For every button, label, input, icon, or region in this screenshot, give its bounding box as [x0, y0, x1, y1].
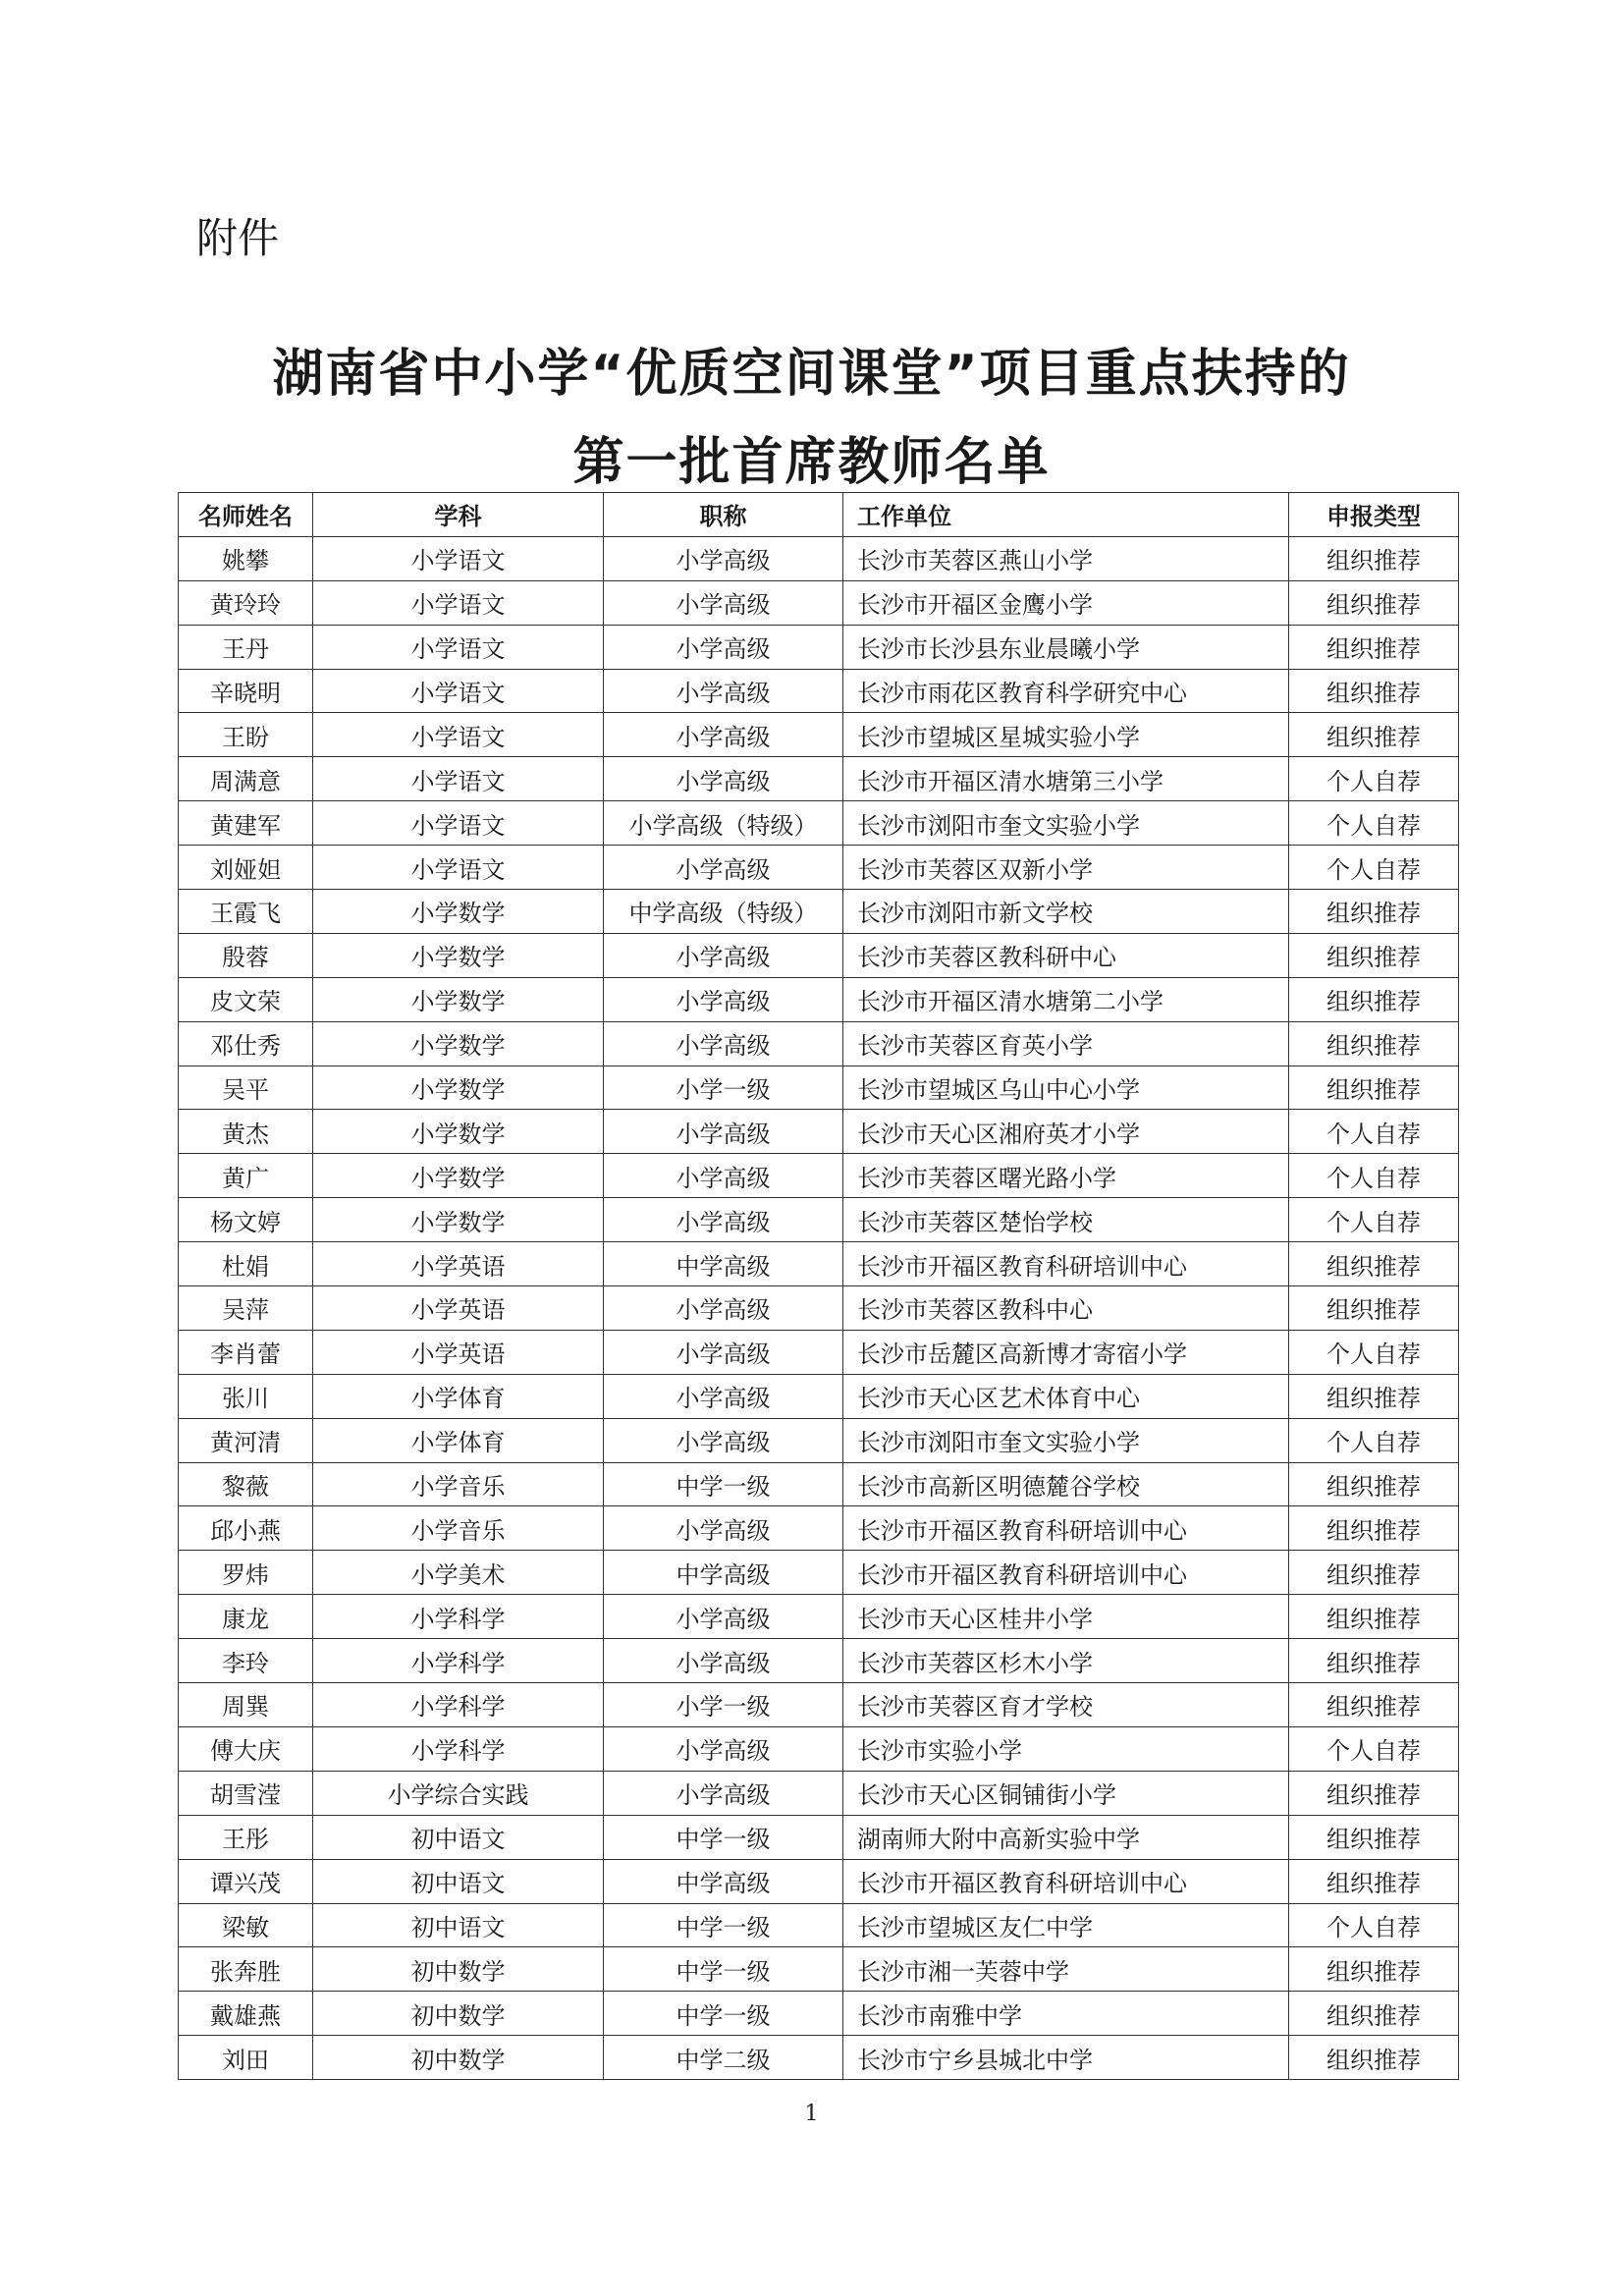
table-row [179, 1992, 1459, 2036]
cell-title: 中学高级 [604, 1551, 843, 1595]
cell-workplace: 长沙市浏阳市奎文实验小学 [843, 1418, 1289, 1462]
table-row [179, 757, 1459, 801]
cell-title: 中学一级 [604, 1947, 843, 1992]
cell-subject: 小学英语 [313, 1330, 604, 1374]
table-row [179, 1462, 1459, 1506]
cell-application-type: 组织推荐 [1289, 713, 1459, 757]
cell-application-type: 组织推荐 [1289, 1374, 1459, 1418]
cell-application-type: 组织推荐 [1289, 1242, 1459, 1286]
table-row [179, 846, 1459, 890]
cell-name: 罗炜 [179, 1551, 313, 1595]
cell-application-type: 组织推荐 [1289, 1286, 1459, 1331]
table-row [179, 1859, 1459, 1903]
cell-title: 小学高级 [604, 1110, 843, 1154]
cell-workplace: 长沙市开福区清水塘第二小学 [843, 977, 1289, 1021]
cell-application-type: 组织推荐 [1289, 1683, 1459, 1727]
cell-workplace: 长沙市天心区艺术体育中心 [843, 1374, 1289, 1418]
cell-name: 黄建军 [179, 801, 313, 846]
table-row [179, 1551, 1459, 1595]
cell-name: 刘田 [179, 2036, 313, 2080]
cell-workplace: 长沙市芙蓉区燕山小学 [843, 536, 1289, 580]
cell-workplace: 长沙市开福区金鹰小学 [843, 580, 1289, 625]
cell-workplace: 长沙市天心区湘府英才小学 [843, 1110, 1289, 1154]
table-row [179, 1110, 1459, 1154]
cell-application-type: 组织推荐 [1289, 1771, 1459, 1815]
cell-application-type: 组织推荐 [1289, 1947, 1459, 1992]
cell-title: 小学高级 [604, 1198, 843, 1242]
cell-title: 小学高级 [604, 1595, 843, 1639]
cell-title: 中学高级 [604, 1242, 843, 1286]
cell-workplace: 长沙市芙蓉区曙光路小学 [843, 1154, 1289, 1198]
cell-name: 王彤 [179, 1815, 313, 1859]
cell-name: 傅大庆 [179, 1726, 313, 1771]
cell-application-type: 组织推荐 [1289, 933, 1459, 977]
cell-title: 中学一级 [604, 1903, 843, 1947]
cell-workplace: 长沙市开福区教育科研培训中心 [843, 1859, 1289, 1903]
cell-application-type: 个人自荐 [1289, 1903, 1459, 1947]
cell-name: 戴雄燕 [179, 1992, 313, 2036]
cell-subject: 小学体育 [313, 1374, 604, 1418]
table-row [179, 1639, 1459, 1683]
cell-title: 小学高级 [604, 1021, 843, 1066]
cell-title: 小学高级 [604, 580, 843, 625]
cell-title: 小学高级 [604, 933, 843, 977]
cell-subject: 小学语文 [313, 846, 604, 890]
cell-name: 周巽 [179, 1683, 313, 1727]
cell-subject: 小学数学 [313, 1110, 604, 1154]
cell-subject: 小学数学 [313, 933, 604, 977]
cell-title: 小学高级 [604, 1639, 843, 1683]
cell-subject: 小学数学 [313, 1021, 604, 1066]
cell-subject: 小学音乐 [313, 1462, 604, 1506]
cell-application-type: 组织推荐 [1289, 977, 1459, 1021]
cell-workplace: 长沙市湘一芙蓉中学 [843, 1947, 1289, 1992]
cell-title: 小学高级 [604, 1374, 843, 1418]
cell-subject: 小学科学 [313, 1639, 604, 1683]
cell-workplace: 长沙市芙蓉区双新小学 [843, 846, 1289, 890]
cell-workplace: 湖南师大附中高新实验中学 [843, 1815, 1289, 1859]
cell-name: 梁敏 [179, 1903, 313, 1947]
cell-application-type: 组织推荐 [1289, 580, 1459, 625]
cell-subject: 小学数学 [313, 1154, 604, 1198]
cell-subject: 小学语文 [313, 757, 604, 801]
cell-application-type: 组织推荐 [1289, 1462, 1459, 1506]
cell-title: 小学高级 [604, 1418, 843, 1462]
table-row [179, 801, 1459, 846]
cell-application-type: 个人自荐 [1289, 1418, 1459, 1462]
cell-name: 姚攀 [179, 536, 313, 580]
cell-application-type: 组织推荐 [1289, 1595, 1459, 1639]
table-row [179, 1683, 1459, 1727]
cell-name: 黄杰 [179, 1110, 313, 1154]
cell-title: 中学一级 [604, 1462, 843, 1506]
column-header-title: 职称 [604, 493, 843, 537]
cell-workplace: 长沙市芙蓉区楚怡学校 [843, 1198, 1289, 1242]
table-row [179, 890, 1459, 934]
cell-workplace: 长沙市芙蓉区育才学校 [843, 1683, 1289, 1727]
cell-name: 黄河清 [179, 1418, 313, 1462]
page-number: 1 [804, 2102, 819, 2126]
cell-application-type: 组织推荐 [1289, 625, 1459, 669]
cell-workplace: 长沙市望城区乌山中心小学 [843, 1066, 1289, 1110]
cell-name: 张川 [179, 1374, 313, 1418]
table-row [179, 1418, 1459, 1462]
cell-name: 李肖蕾 [179, 1330, 313, 1374]
cell-title: 小学高级 [604, 1286, 843, 1331]
cell-application-type: 组织推荐 [1289, 1551, 1459, 1595]
cell-application-type: 组织推荐 [1289, 669, 1459, 713]
cell-workplace: 长沙市望城区友仁中学 [843, 1903, 1289, 1947]
table-row [179, 625, 1459, 669]
cell-name: 吴萍 [179, 1286, 313, 1331]
cell-title: 小学高级（特级） [604, 801, 843, 846]
cell-subject: 小学数学 [313, 1066, 604, 1110]
table-row [179, 1242, 1459, 1286]
cell-subject: 小学音乐 [313, 1506, 604, 1551]
table-row [179, 1198, 1459, 1242]
cell-workplace: 长沙市高新区明德麓谷学校 [843, 1462, 1289, 1506]
cell-application-type: 个人自荐 [1289, 757, 1459, 801]
cell-workplace: 长沙市南雅中学 [843, 1992, 1289, 2036]
table-row [179, 669, 1459, 713]
cell-subject: 小学体育 [313, 1418, 604, 1462]
cell-title: 小学高级 [604, 536, 843, 580]
cell-title: 小学一级 [604, 1683, 843, 1727]
cell-name: 王丹 [179, 625, 313, 669]
table-row [179, 1726, 1459, 1771]
cell-application-type: 组织推荐 [1289, 1859, 1459, 1903]
table-row [179, 1947, 1459, 1992]
cell-name: 张奔胜 [179, 1947, 313, 1992]
cell-title: 小学高级 [604, 625, 843, 669]
cell-subject: 小学科学 [313, 1726, 604, 1771]
cell-name: 杨文婷 [179, 1198, 313, 1242]
cell-workplace: 长沙市芙蓉区教科研中心 [843, 933, 1289, 977]
cell-title: 小学高级 [604, 1771, 843, 1815]
cell-name: 王盼 [179, 713, 313, 757]
cell-application-type: 个人自荐 [1289, 846, 1459, 890]
cell-workplace: 长沙市开福区教育科研培训中心 [843, 1551, 1289, 1595]
cell-name: 黎薇 [179, 1462, 313, 1506]
cell-application-type: 组织推荐 [1289, 1066, 1459, 1110]
cell-name: 康龙 [179, 1595, 313, 1639]
table-row [179, 1286, 1459, 1331]
cell-name: 皮文荣 [179, 977, 313, 1021]
table-row [179, 1154, 1459, 1198]
column-header-application-type: 申报类型 [1289, 493, 1459, 537]
column-header-name: 名师姓名 [179, 493, 313, 537]
table-row [179, 1066, 1459, 1110]
cell-workplace: 长沙市长沙县东业晨曦小学 [843, 625, 1289, 669]
column-header-subject: 学科 [313, 493, 604, 537]
cell-subject: 初中语文 [313, 1903, 604, 1947]
table-row [179, 1771, 1459, 1815]
cell-workplace: 长沙市岳麓区高新博才寄宿小学 [843, 1330, 1289, 1374]
cell-subject: 小学数学 [313, 977, 604, 1021]
column-header-workplace: 工作单位 [843, 493, 1289, 537]
cell-subject: 小学数学 [313, 1198, 604, 1242]
cell-subject: 小学语文 [313, 801, 604, 846]
table-row [179, 1815, 1459, 1859]
cell-application-type: 组织推荐 [1289, 1506, 1459, 1551]
cell-workplace: 长沙市芙蓉区杉木小学 [843, 1639, 1289, 1683]
cell-title: 小学高级 [604, 846, 843, 890]
cell-workplace: 长沙市浏阳市新文学校 [843, 890, 1289, 934]
cell-application-type: 个人自荐 [1289, 1154, 1459, 1198]
cell-name: 谭兴茂 [179, 1859, 313, 1903]
table-row [179, 713, 1459, 757]
cell-application-type: 个人自荐 [1289, 1330, 1459, 1374]
cell-title: 小学高级 [604, 1726, 843, 1771]
cell-subject: 小学语文 [313, 713, 604, 757]
cell-title: 中学一级 [604, 1992, 843, 2036]
cell-subject: 小学美术 [313, 1551, 604, 1595]
cell-name: 王霞飞 [179, 890, 313, 934]
cell-title: 小学高级 [604, 1154, 843, 1198]
cell-subject: 小学语文 [313, 536, 604, 580]
cell-application-type: 个人自荐 [1289, 1110, 1459, 1154]
cell-workplace: 长沙市雨花区教育科学研究中心 [843, 669, 1289, 713]
cell-workplace: 长沙市开福区教育科研培训中心 [843, 1242, 1289, 1286]
cell-workplace: 长沙市天心区铜铺街小学 [843, 1771, 1289, 1815]
cell-subject: 小学科学 [313, 1595, 604, 1639]
cell-subject: 小学英语 [313, 1286, 604, 1331]
table-body [179, 536, 1459, 2079]
cell-subject: 初中语文 [313, 1859, 604, 1903]
table-row [179, 536, 1459, 580]
cell-subject: 初中数学 [313, 1947, 604, 1992]
cell-title: 中学高级（特级） [604, 890, 843, 934]
cell-application-type: 个人自荐 [1289, 1198, 1459, 1242]
table-row [179, 580, 1459, 625]
cell-name: 李玲 [179, 1639, 313, 1683]
table-row [179, 1903, 1459, 1947]
cell-application-type: 组织推荐 [1289, 1815, 1459, 1859]
cell-title: 小学高级 [604, 757, 843, 801]
cell-workplace: 长沙市浏阳市奎文实验小学 [843, 801, 1289, 846]
cell-name: 黄玲玲 [179, 580, 313, 625]
cell-name: 刘娅妲 [179, 846, 313, 890]
cell-subject: 小学语文 [313, 625, 604, 669]
attachment-label: 附件 [196, 214, 280, 262]
cell-workplace: 长沙市宁乡县城北中学 [843, 2036, 1289, 2080]
cell-workplace: 长沙市芙蓉区教科中心 [843, 1286, 1289, 1331]
cell-name: 邓仕秀 [179, 1021, 313, 1066]
table-row [179, 1506, 1459, 1551]
cell-application-type: 个人自荐 [1289, 1726, 1459, 1771]
cell-subject: 小学语文 [313, 580, 604, 625]
cell-title: 中学一级 [604, 1815, 843, 1859]
cell-application-type: 组织推荐 [1289, 2036, 1459, 2080]
cell-subject: 初中语文 [313, 1815, 604, 1859]
cell-application-type: 个人自荐 [1289, 801, 1459, 846]
cell-application-type: 组织推荐 [1289, 1639, 1459, 1683]
table-row [179, 933, 1459, 977]
cell-name: 胡雪滢 [179, 1771, 313, 1815]
cell-application-type: 组织推荐 [1289, 1992, 1459, 2036]
cell-name: 黄广 [179, 1154, 313, 1198]
cell-subject: 小学综合实践 [313, 1771, 604, 1815]
cell-name: 殷蓉 [179, 933, 313, 977]
cell-name: 吴平 [179, 1066, 313, 1110]
cell-workplace: 长沙市开福区清水塘第三小学 [843, 757, 1289, 801]
cell-title: 中学二级 [604, 2036, 843, 2080]
table-row [179, 2036, 1459, 2080]
table-row [179, 1374, 1459, 1418]
table-row [179, 1595, 1459, 1639]
cell-workplace: 长沙市芙蓉区育英小学 [843, 1021, 1289, 1066]
table-header-row [179, 493, 1459, 537]
cell-workplace: 长沙市实验小学 [843, 1726, 1289, 1771]
cell-title: 小学高级 [604, 1330, 843, 1374]
cell-subject: 小学语文 [313, 669, 604, 713]
cell-subject: 初中数学 [313, 2036, 604, 2080]
table-row [179, 1330, 1459, 1374]
cell-name: 杜娟 [179, 1242, 313, 1286]
cell-title: 小学高级 [604, 713, 843, 757]
cell-subject: 初中数学 [313, 1992, 604, 2036]
cell-name: 辛晓明 [179, 669, 313, 713]
cell-application-type: 组织推荐 [1289, 536, 1459, 580]
cell-subject: 小学数学 [313, 890, 604, 934]
document-title-line-1: 湖南省中小学“优质空间课堂”项目重点扶持的 [272, 345, 1351, 404]
cell-workplace: 长沙市天心区桂井小学 [843, 1595, 1289, 1639]
cell-title: 中学高级 [604, 1859, 843, 1903]
cell-application-type: 组织推荐 [1289, 1021, 1459, 1066]
cell-workplace: 长沙市开福区教育科研培训中心 [843, 1506, 1289, 1551]
document-title-line-2: 第一批首席教师名单 [572, 433, 1051, 492]
table-row [179, 1021, 1459, 1066]
cell-title: 小学高级 [604, 977, 843, 1021]
cell-workplace: 长沙市望城区星城实验小学 [843, 713, 1289, 757]
cell-title: 小学高级 [604, 1506, 843, 1551]
cell-name: 邱小燕 [179, 1506, 313, 1551]
cell-subject: 小学英语 [313, 1242, 604, 1286]
cell-title: 小学高级 [604, 669, 843, 713]
teacher-list-table [178, 492, 1459, 2080]
cell-subject: 小学科学 [313, 1683, 604, 1727]
table-row [179, 977, 1459, 1021]
cell-name: 周满意 [179, 757, 313, 801]
cell-application-type: 组织推荐 [1289, 890, 1459, 934]
cell-title: 小学一级 [604, 1066, 843, 1110]
